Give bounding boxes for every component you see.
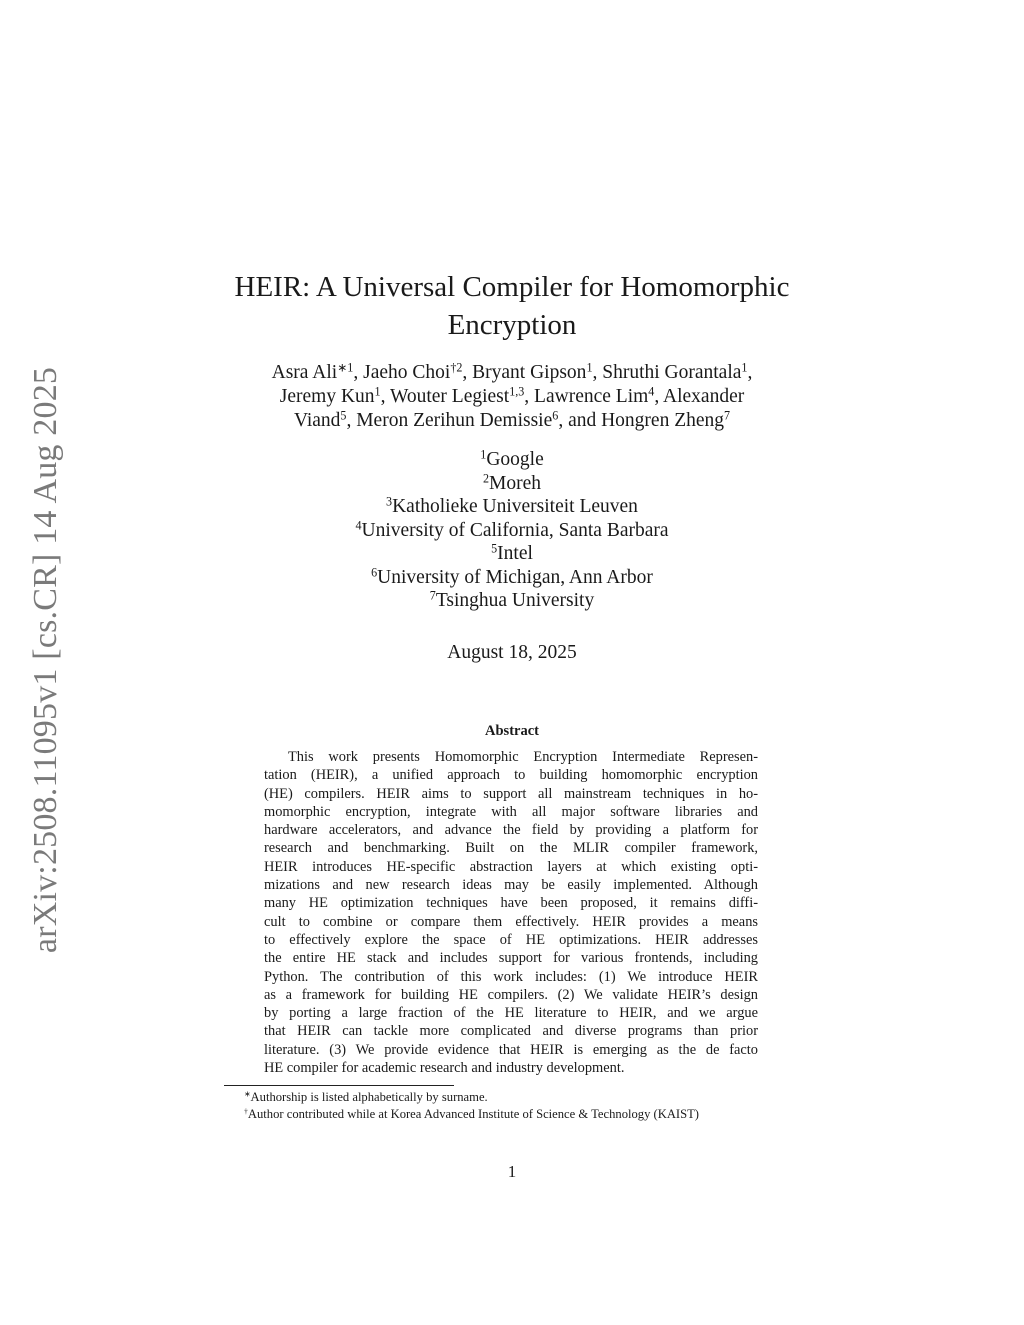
- affiliation-number: 3: [386, 494, 393, 509]
- abstract-line: many HE optimization techniques have been proposed, it remains diffi-: [264, 895, 758, 912]
- affiliation-list: [200, 448, 824, 613]
- affiliation-number: 6: [371, 564, 378, 579]
- affiliation-item: [200, 519, 824, 543]
- author-affiliation-mark: ∗1: [337, 360, 354, 375]
- footnotes: [244, 1089, 824, 1123]
- abstract-line: cult to combine or compare them effectively. HEIR provides a means: [264, 913, 758, 930]
- abstract-line: mizations and new research ideas may be easily implemented. Although: [264, 877, 758, 894]
- affiliation-number: 5: [491, 541, 498, 556]
- author-separator: ,: [654, 386, 664, 407]
- author-affiliation-mark: 4: [648, 384, 655, 399]
- affiliation-number: 7: [429, 588, 436, 603]
- affiliation-item: [200, 472, 824, 496]
- footnote-item: [244, 1089, 824, 1106]
- author-affiliation-mark: 1: [586, 360, 593, 375]
- affiliation-item: [200, 589, 824, 613]
- author-line: [200, 361, 824, 385]
- abstract-line: This work presents Homomorphic Encryption Intermediate Represen-: [288, 749, 758, 765]
- affiliation-number: 1: [480, 447, 487, 462]
- affiliation-name: University of California, Santa Barbara: [361, 519, 669, 541]
- abstract-line: HEIR introduces HE-specific abstraction layers at which existing opti-: [264, 858, 758, 875]
- affiliation-name: University of Michigan, Ann Arbor: [377, 566, 653, 588]
- author-name: Meron Zerihun Demissie: [356, 410, 553, 431]
- author-name: Viand: [293, 410, 341, 431]
- author-name: Bryant Gipson: [472, 362, 587, 383]
- abstract-line: research and benchmarking. Built on the MLIR compiler framework,: [264, 840, 758, 857]
- affiliation-number: 2: [482, 470, 490, 485]
- author-line: [200, 409, 824, 433]
- abstract-line: (HE) compilers. HEIR aims to support all mainstream techniques in ho-: [264, 785, 758, 802]
- abstract-line: that HEIR can tackle more complicated and diverse programs than prior: [264, 1023, 758, 1040]
- footnote-mark: ∗: [244, 1089, 251, 1099]
- author-affiliation-mark: †2: [450, 360, 463, 375]
- page-number: 1: [507, 1162, 517, 1181]
- affiliation-name: Tsinghua University: [435, 590, 595, 611]
- footnote-divider: [224, 1085, 454, 1086]
- abstract-line: momorphic encryption, integrate with all major software libraries and: [264, 803, 758, 820]
- abstract-line: HE compiler for academic research and industry development.: [264, 1060, 625, 1077]
- abstract-line: literature. (3) We provide evidence that HEIR is emerging as the de facto: [264, 1041, 758, 1058]
- author-name: Wouter Legiest: [390, 386, 510, 407]
- affiliation-item: [200, 542, 824, 566]
- author-separator: ,: [747, 362, 753, 383]
- author-affiliation-mark: 6: [552, 408, 559, 423]
- affiliation-name: Intel: [497, 543, 533, 564]
- affiliation-item: [200, 448, 824, 472]
- footnote-text: Authorship is listed alphabetically by surname.: [250, 1090, 488, 1104]
- author-separator: ,: [346, 410, 357, 431]
- abstract-line: Python. The contribution of this work includes: (1) We introduce HEIR: [264, 968, 758, 985]
- abstract-line: as a framework for building HE compilers. (2) We validate HEIR’s design: [264, 986, 758, 1003]
- author-name: Lawrence Lim: [534, 386, 649, 407]
- affiliation-item: [200, 495, 824, 519]
- abstract-line: to effectively explore the space of HE optimizations. HEIR addresses: [264, 931, 758, 948]
- footnote-text: Author contributed while at Korea Advanced Institute of Science & Technology (KAIST): [247, 1107, 699, 1121]
- footnote-mark: †: [244, 1106, 248, 1116]
- author-separator: ,: [353, 362, 364, 383]
- author-separator: ,: [380, 386, 390, 407]
- author-separator: ,: [592, 362, 603, 383]
- abstract-line: hardware accelerators, and advance the field by providing a platform for: [264, 822, 758, 839]
- affiliation-item: [200, 566, 824, 590]
- author-affiliation-mark: 5: [340, 408, 347, 423]
- author-affiliation-mark: 1,3: [509, 384, 525, 399]
- author-separator: ,: [558, 410, 569, 431]
- footnote-item: [244, 1106, 824, 1123]
- author-name: Alexander: [663, 386, 745, 407]
- paper-title: [200, 268, 824, 344]
- author-name: Jeremy Kun: [279, 386, 375, 407]
- affiliation-name: Katholieke Universiteit Leuven: [392, 496, 638, 517]
- title-line-1: HEIR: A Universal Compiler for Homomorphic: [234, 271, 790, 303]
- abstract-heading: Abstract: [485, 723, 539, 739]
- author-list: [200, 361, 824, 433]
- author-affiliation-mark: 1: [374, 384, 381, 399]
- affiliation-name: Moreh: [489, 472, 542, 494]
- abstract-body: [264, 748, 758, 1077]
- affiliation-name: Google: [486, 449, 544, 470]
- author-affiliation-mark: 1: [741, 360, 748, 375]
- author-line: [200, 385, 824, 409]
- author-name: Jaeho Choi: [363, 362, 451, 383]
- author-affiliation-mark: 7: [724, 408, 731, 423]
- abstract-line: by porting a large fraction of the HE literature to HEIR, and we argue: [264, 1005, 758, 1022]
- author-name: and Hongren Zheng: [568, 410, 725, 431]
- arxiv-identifier-stamp: arXiv:2508.11095v1 [cs.CR] 14 Aug 2025: [27, 366, 64, 954]
- abstract-line: the entire HE stack and includes support for various frontends, including: [264, 950, 758, 967]
- paper-date: August 18, 2025: [447, 642, 577, 663]
- author-name: Shruthi Gorantala: [602, 362, 742, 383]
- title-line-2: Encryption: [447, 309, 577, 341]
- author-separator: ,: [462, 362, 473, 383]
- abstract-line: tation (HEIR), a unified approach to building homomorphic encryption: [264, 767, 758, 784]
- author-name: Asra Ali: [271, 362, 338, 383]
- affiliation-number: 4: [355, 517, 362, 532]
- author-separator: ,: [524, 386, 535, 407]
